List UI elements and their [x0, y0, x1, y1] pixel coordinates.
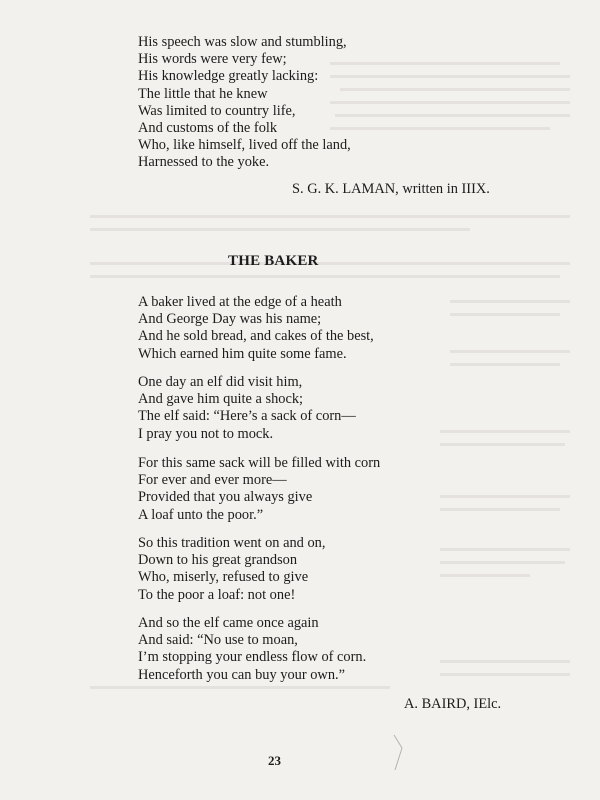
- poem1-stanza: [138, 34, 351, 172]
- poem-line: The elf said: “Here’s a sack of corn—: [138, 408, 356, 425]
- poem2-author: A. BAIRD, IElc.: [404, 696, 502, 712]
- poem-line: And he sold bread, and cakes of the best,: [138, 328, 374, 345]
- poem-line: And so the elf came once again: [138, 615, 319, 631]
- poem-line: A baker lived at the edge of a heath: [138, 294, 342, 310]
- poem-line: So this tradition went on and on,: [138, 535, 326, 551]
- poem-title: THE BAKER: [228, 253, 319, 269]
- poem1-author: S. G. K. LAMAN, written in IIIX.: [292, 181, 490, 197]
- poem-line: Harnessed to the yoke.: [138, 154, 270, 171]
- poem-line: I pray you not to mock.: [138, 425, 274, 442]
- poem-line: Provided that you always give: [138, 489, 313, 506]
- poem2-stanza-4: [138, 535, 325, 604]
- poem2-stanza-3: [138, 455, 380, 524]
- poem2-stanza-5: [138, 615, 366, 684]
- poem-line: The little that he knew: [138, 85, 268, 102]
- poem-line: Who, like himself, lived off the land,: [138, 137, 351, 154]
- poem2-stanza-2: [138, 374, 356, 443]
- poem2-stanza-1: [138, 294, 374, 363]
- poem-line: And customs of the folk: [138, 120, 278, 137]
- poem-line: His words were very few;: [138, 51, 287, 68]
- poem-line: For ever and ever more—: [138, 472, 287, 489]
- poem-line: A loaf unto the poor.”: [138, 506, 264, 523]
- poem-line: And gave him quite a shock;: [138, 391, 304, 408]
- poem-line: Henceforth you can buy your own.”: [138, 666, 345, 683]
- poem-line: Which earned him quite some fame.: [138, 345, 347, 362]
- poem-line: And George Day was his name;: [138, 311, 322, 328]
- poem-line: To the poor a loaf: not one!: [138, 586, 296, 603]
- poem-line: Was limited to country life,: [138, 102, 296, 119]
- poem-line: For this same sack will be filled with corn: [138, 455, 381, 471]
- poem-line: And said: “No use to moan,: [138, 632, 298, 649]
- poem-line: Who, miserly, refused to give: [138, 569, 309, 586]
- poem-line: I’m stopping your endless flow of corn.: [138, 649, 367, 666]
- poem-line: One day an elf did visit him,: [138, 374, 303, 390]
- poem-line: Down to his great grandson: [138, 552, 298, 569]
- poem-line: His speech was slow and stumbling,: [138, 34, 347, 50]
- page-number: 23: [268, 753, 281, 768]
- poem-line: His knowledge greatly lacking:: [138, 68, 319, 85]
